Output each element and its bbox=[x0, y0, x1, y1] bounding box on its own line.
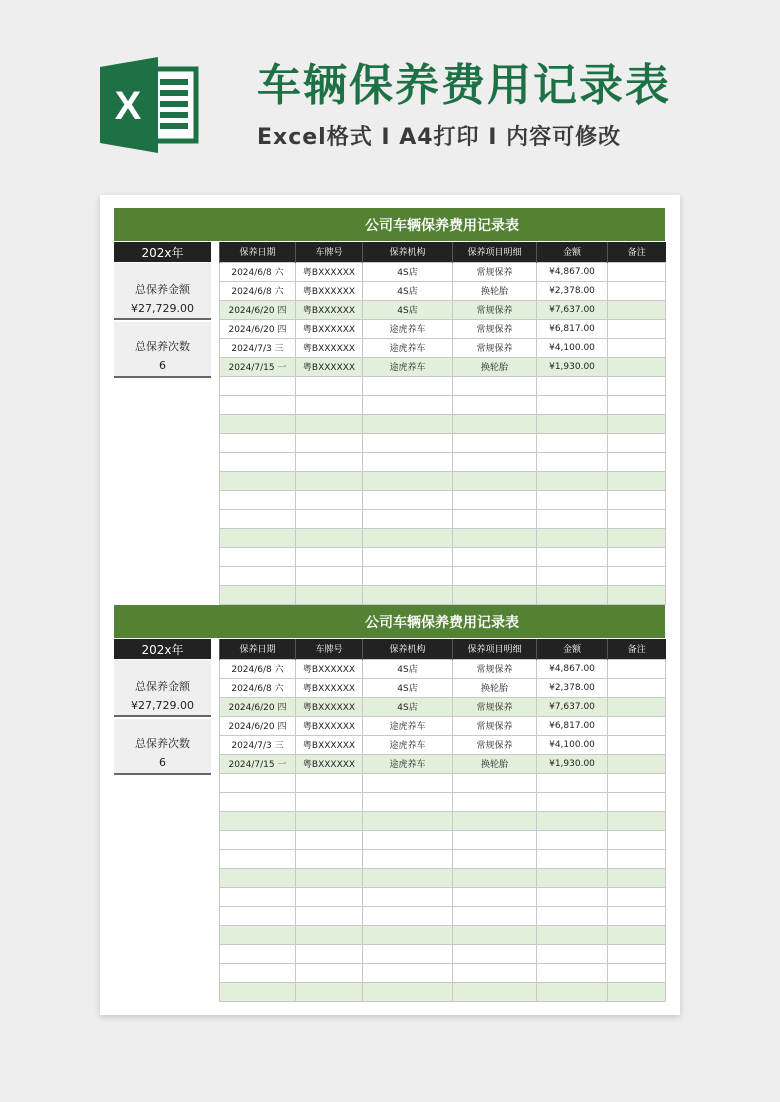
total-count-block bbox=[114, 322, 211, 378]
table-cell[interactable] bbox=[220, 509, 296, 528]
table-cell[interactable]: 2024/6/8 六 bbox=[220, 659, 296, 678]
table-cell[interactable]: ¥7,637.00 bbox=[537, 300, 608, 319]
table-cell[interactable] bbox=[608, 281, 666, 300]
table-cell[interactable] bbox=[453, 811, 537, 830]
table-cell[interactable] bbox=[537, 887, 608, 906]
table-cell[interactable] bbox=[537, 471, 608, 490]
table-cell[interactable] bbox=[363, 773, 453, 792]
table-row bbox=[220, 887, 666, 906]
table-cell[interactable]: 4S店 bbox=[363, 697, 453, 716]
table-cell[interactable] bbox=[608, 697, 666, 716]
table-cell[interactable] bbox=[220, 490, 296, 509]
table-cell[interactable] bbox=[363, 433, 453, 452]
table-cell[interactable] bbox=[608, 319, 666, 338]
table-row bbox=[220, 357, 666, 376]
table-cell[interactable] bbox=[537, 792, 608, 811]
table-cell[interactable]: 2024/7/15 一 bbox=[220, 357, 296, 376]
table-cell[interactable]: 4S店 bbox=[363, 262, 453, 281]
total-amount-value: ¥27,729.00 bbox=[131, 301, 194, 315]
table-cell[interactable] bbox=[608, 868, 666, 887]
table-cell[interactable] bbox=[537, 944, 608, 963]
table-row bbox=[220, 811, 666, 830]
table-cell[interactable]: ¥2,378.00 bbox=[537, 678, 608, 697]
table-cell[interactable] bbox=[537, 830, 608, 849]
table-cell[interactable] bbox=[220, 773, 296, 792]
column-header[interactable]: 保养机构 bbox=[363, 242, 453, 262]
table-cell[interactable] bbox=[296, 849, 363, 868]
total-amount-value: ¥27,729.00 bbox=[131, 698, 194, 712]
table-row bbox=[220, 906, 666, 925]
table-cell[interactable] bbox=[296, 830, 363, 849]
table-row bbox=[220, 452, 666, 471]
table-cell[interactable]: 常规保养 bbox=[453, 319, 537, 338]
table-cell[interactable] bbox=[296, 585, 363, 604]
table-cell[interactable] bbox=[537, 528, 608, 547]
table-cell[interactable] bbox=[296, 887, 363, 906]
table-cell[interactable] bbox=[608, 547, 666, 566]
table-cell[interactable] bbox=[363, 414, 453, 433]
table-cell[interactable] bbox=[608, 906, 666, 925]
table-row bbox=[220, 566, 666, 585]
table-cell[interactable] bbox=[453, 887, 537, 906]
table-cell[interactable] bbox=[220, 376, 296, 395]
table-cell[interactable]: 换轮胎 bbox=[453, 281, 537, 300]
table-cell[interactable]: ¥1,930.00 bbox=[537, 357, 608, 376]
table-cell[interactable] bbox=[608, 716, 666, 735]
table-cell[interactable] bbox=[608, 300, 666, 319]
table-cell[interactable] bbox=[608, 414, 666, 433]
table-row bbox=[220, 792, 666, 811]
table-cell[interactable] bbox=[363, 509, 453, 528]
table-header-row bbox=[220, 242, 666, 262]
table-cell[interactable] bbox=[296, 982, 363, 1001]
table-cell[interactable] bbox=[608, 811, 666, 830]
table-cell[interactable] bbox=[608, 528, 666, 547]
table-row bbox=[220, 830, 666, 849]
total-count-value: 6 bbox=[159, 756, 166, 769]
table-cell[interactable] bbox=[296, 925, 363, 944]
table-cell[interactable] bbox=[453, 963, 537, 982]
table-cell[interactable] bbox=[608, 452, 666, 471]
maintenance-table bbox=[219, 242, 666, 605]
table-cell[interactable] bbox=[453, 944, 537, 963]
table-cell[interactable] bbox=[220, 528, 296, 547]
table-cell[interactable] bbox=[453, 433, 537, 452]
table-cell[interactable]: 2024/6/8 六 bbox=[220, 281, 296, 300]
table-cell[interactable] bbox=[363, 792, 453, 811]
table-cell[interactable] bbox=[363, 471, 453, 490]
table-cell[interactable] bbox=[608, 678, 666, 697]
table-cell[interactable]: 粤BXXXXXX bbox=[296, 754, 363, 773]
table-cell[interactable] bbox=[296, 395, 363, 414]
table-cell[interactable] bbox=[220, 982, 296, 1001]
table-cell[interactable]: 常规保养 bbox=[453, 338, 537, 357]
table-cell[interactable]: 2024/6/20 四 bbox=[220, 697, 296, 716]
table-cell[interactable] bbox=[453, 906, 537, 925]
table-cell[interactable] bbox=[453, 376, 537, 395]
table-cell[interactable] bbox=[453, 528, 537, 547]
table-cell[interactable]: ¥1,930.00 bbox=[537, 754, 608, 773]
table-header-row bbox=[220, 639, 666, 659]
table-cell[interactable] bbox=[453, 868, 537, 887]
table-row bbox=[220, 376, 666, 395]
total-amount-label: 总保养金额 bbox=[135, 679, 190, 693]
table-cell[interactable] bbox=[363, 982, 453, 1001]
table-cell[interactable]: 粤BXXXXXX bbox=[296, 338, 363, 357]
table-cell[interactable]: 4S店 bbox=[363, 659, 453, 678]
table-row bbox=[220, 262, 666, 281]
table-cell[interactable] bbox=[220, 849, 296, 868]
table-cell[interactable] bbox=[537, 811, 608, 830]
table-cell[interactable] bbox=[537, 773, 608, 792]
table-cell[interactable] bbox=[220, 830, 296, 849]
table-cell[interactable] bbox=[608, 566, 666, 585]
column-header[interactable]: 保养项目明细 bbox=[453, 242, 537, 262]
table-cell[interactable]: 2024/7/3 三 bbox=[220, 338, 296, 357]
table-row bbox=[220, 509, 666, 528]
table-cell[interactable] bbox=[537, 925, 608, 944]
table-cell[interactable] bbox=[453, 792, 537, 811]
table-cell[interactable] bbox=[220, 925, 296, 944]
column-header[interactable]: 金额 bbox=[537, 242, 608, 262]
table-cell[interactable] bbox=[220, 944, 296, 963]
table-cell[interactable] bbox=[453, 982, 537, 1001]
table-cell[interactable] bbox=[220, 452, 296, 471]
table-cell[interactable] bbox=[537, 963, 608, 982]
table-cell[interactable] bbox=[537, 490, 608, 509]
table-cell[interactable] bbox=[296, 490, 363, 509]
table-cell[interactable] bbox=[220, 887, 296, 906]
column-header[interactable]: 备注 bbox=[608, 242, 666, 262]
table-cell[interactable]: 途虎养车 bbox=[363, 338, 453, 357]
total-amount-block bbox=[114, 660, 211, 717]
page-subtitle: Excel格式 I A4打印 I 内容可修改 bbox=[257, 125, 622, 150]
table-cell[interactable]: 常规保养 bbox=[453, 697, 537, 716]
table-cell[interactable]: 换轮胎 bbox=[453, 754, 537, 773]
table-cell[interactable]: 4S店 bbox=[363, 678, 453, 697]
table-cell[interactable]: 途虎养车 bbox=[363, 716, 453, 735]
maintenance-table bbox=[219, 639, 666, 1002]
table-cell[interactable]: ¥6,817.00 bbox=[537, 716, 608, 735]
table-cell[interactable] bbox=[220, 433, 296, 452]
table-cell[interactable] bbox=[537, 547, 608, 566]
table-cell[interactable] bbox=[608, 376, 666, 395]
table-cell[interactable]: 途虎养车 bbox=[363, 735, 453, 754]
table-cell[interactable] bbox=[220, 585, 296, 604]
table-cell[interactable] bbox=[453, 547, 537, 566]
table-cell[interactable] bbox=[363, 547, 453, 566]
table-cell[interactable]: 2024/6/8 六 bbox=[220, 678, 296, 697]
sheet-title: 公司车辆保养费用记录表 bbox=[114, 208, 665, 241]
table-cell[interactable] bbox=[220, 792, 296, 811]
table-cell[interactable] bbox=[537, 395, 608, 414]
table-cell[interactable]: 2024/6/8 六 bbox=[220, 262, 296, 281]
table-cell[interactable] bbox=[296, 963, 363, 982]
table-cell[interactable] bbox=[537, 566, 608, 585]
table-row bbox=[220, 338, 666, 357]
table-cell[interactable] bbox=[296, 566, 363, 585]
table-cell[interactable]: 粤BXXXXXX bbox=[296, 735, 363, 754]
table-cell[interactable] bbox=[537, 982, 608, 1001]
table-cell[interactable] bbox=[453, 773, 537, 792]
total-count-label: 总保养次数 bbox=[135, 340, 190, 353]
table-cell[interactable] bbox=[363, 585, 453, 604]
table-cell[interactable] bbox=[453, 849, 537, 868]
table-row bbox=[220, 547, 666, 566]
table-cell[interactable] bbox=[537, 868, 608, 887]
table-cell[interactable] bbox=[608, 471, 666, 490]
table-cell[interactable] bbox=[296, 792, 363, 811]
table-cell[interactable]: 换轮胎 bbox=[453, 678, 537, 697]
table-cell[interactable] bbox=[608, 490, 666, 509]
table-cell[interactable] bbox=[453, 490, 537, 509]
table-cell[interactable]: 粤BXXXXXX bbox=[296, 697, 363, 716]
total-count-label: 总保养次数 bbox=[135, 737, 190, 750]
table-row bbox=[220, 849, 666, 868]
table-cell[interactable] bbox=[453, 395, 537, 414]
table-cell[interactable]: 换轮胎 bbox=[453, 357, 537, 376]
table-cell[interactable]: 粤BXXXXXX bbox=[296, 319, 363, 338]
column-header[interactable]: 备注 bbox=[608, 639, 666, 659]
table-cell[interactable] bbox=[296, 906, 363, 925]
table-cell[interactable] bbox=[220, 868, 296, 887]
table-cell[interactable]: 粤BXXXXXX bbox=[296, 262, 363, 281]
column-header[interactable]: 车牌号 bbox=[296, 639, 363, 659]
table-row bbox=[220, 281, 666, 300]
table-cell[interactable] bbox=[363, 963, 453, 982]
table-cell[interactable] bbox=[453, 509, 537, 528]
table-cell[interactable]: 粤BXXXXXX bbox=[296, 716, 363, 735]
table-cell[interactable] bbox=[220, 547, 296, 566]
table-cell[interactable] bbox=[608, 887, 666, 906]
table-cell[interactable] bbox=[363, 906, 453, 925]
table-row bbox=[220, 490, 666, 509]
column-header[interactable]: 车牌号 bbox=[296, 242, 363, 262]
table-cell[interactable] bbox=[296, 773, 363, 792]
table-cell[interactable] bbox=[537, 509, 608, 528]
table-cell[interactable] bbox=[220, 395, 296, 414]
table-cell[interactable] bbox=[296, 944, 363, 963]
table-cell[interactable] bbox=[363, 925, 453, 944]
table-cell[interactable]: ¥4,867.00 bbox=[537, 659, 608, 678]
year-cell[interactable]: 202x年 bbox=[114, 639, 211, 659]
table-cell[interactable] bbox=[220, 414, 296, 433]
hero-banner bbox=[0, 0, 780, 190]
column-header[interactable]: 保养日期 bbox=[220, 639, 296, 659]
table-cell[interactable] bbox=[220, 906, 296, 925]
table-row bbox=[220, 716, 666, 735]
document-page bbox=[100, 195, 680, 1015]
table-cell[interactable]: 4S店 bbox=[363, 281, 453, 300]
column-header[interactable]: 金额 bbox=[537, 639, 608, 659]
table-cell[interactable] bbox=[608, 925, 666, 944]
table-row bbox=[220, 659, 666, 678]
table-row bbox=[220, 319, 666, 338]
table-cell[interactable] bbox=[608, 357, 666, 376]
table-row bbox=[220, 471, 666, 490]
table-cell[interactable]: ¥7,637.00 bbox=[537, 697, 608, 716]
table-cell[interactable] bbox=[453, 566, 537, 585]
table-cell[interactable] bbox=[363, 490, 453, 509]
total-amount-label: 总保养金额 bbox=[135, 282, 190, 296]
table-cell[interactable] bbox=[608, 338, 666, 357]
table-cell[interactable]: 途虎养车 bbox=[363, 319, 453, 338]
table-cell[interactable] bbox=[537, 906, 608, 925]
table-cell[interactable] bbox=[363, 452, 453, 471]
table-row bbox=[220, 754, 666, 773]
table-cell[interactable] bbox=[453, 585, 537, 604]
table-cell[interactable] bbox=[608, 659, 666, 678]
table-row bbox=[220, 735, 666, 754]
table-cell[interactable]: ¥4,100.00 bbox=[537, 735, 608, 754]
total-count-block bbox=[114, 719, 211, 775]
table-cell[interactable]: 粤BXXXXXX bbox=[296, 357, 363, 376]
table-cell[interactable]: 2024/6/20 四 bbox=[220, 319, 296, 338]
table-row bbox=[220, 963, 666, 982]
table-cell[interactable] bbox=[608, 792, 666, 811]
table-cell[interactable]: ¥4,867.00 bbox=[537, 262, 608, 281]
table-cell[interactable] bbox=[537, 414, 608, 433]
table-row bbox=[220, 678, 666, 697]
table-row bbox=[220, 925, 666, 944]
excel-icon bbox=[100, 57, 200, 153]
table-cell[interactable] bbox=[608, 262, 666, 281]
table-cell[interactable] bbox=[537, 433, 608, 452]
table-cell[interactable]: 途虎养车 bbox=[363, 754, 453, 773]
table-cell[interactable] bbox=[453, 452, 537, 471]
table-cell[interactable] bbox=[608, 944, 666, 963]
table-row bbox=[220, 982, 666, 1001]
table-cell[interactable] bbox=[608, 830, 666, 849]
table-cell[interactable] bbox=[608, 963, 666, 982]
table-cell[interactable] bbox=[608, 735, 666, 754]
table-cell[interactable] bbox=[608, 509, 666, 528]
table-cell[interactable] bbox=[363, 395, 453, 414]
table-cell[interactable] bbox=[363, 887, 453, 906]
table-cell[interactable] bbox=[296, 452, 363, 471]
table-cell[interactable] bbox=[296, 433, 363, 452]
table-cell[interactable]: 粤BXXXXXX bbox=[296, 281, 363, 300]
table-cell[interactable] bbox=[537, 585, 608, 604]
table-cell[interactable]: 途虎养车 bbox=[363, 357, 453, 376]
table-cell[interactable] bbox=[220, 811, 296, 830]
page-title: 车辆保养费用记录表 bbox=[257, 60, 671, 111]
table-row bbox=[220, 414, 666, 433]
table-cell[interactable] bbox=[608, 395, 666, 414]
table-row bbox=[220, 433, 666, 452]
table-row bbox=[220, 585, 666, 604]
table-cell[interactable] bbox=[363, 376, 453, 395]
column-header[interactable]: 保养项目明细 bbox=[453, 639, 537, 659]
table-cell[interactable]: 粤BXXXXXX bbox=[296, 300, 363, 319]
table-cell[interactable]: 常规保养 bbox=[453, 262, 537, 281]
table-cell[interactable] bbox=[296, 414, 363, 433]
table-cell[interactable] bbox=[296, 868, 363, 887]
table-cell[interactable]: 常规保养 bbox=[453, 659, 537, 678]
column-header[interactable]: 保养日期 bbox=[220, 242, 296, 262]
table-cell[interactable] bbox=[608, 754, 666, 773]
table-cell[interactable] bbox=[363, 830, 453, 849]
table-cell[interactable]: 2024/7/15 一 bbox=[220, 754, 296, 773]
table-cell[interactable]: 常规保养 bbox=[453, 300, 537, 319]
table-cell[interactable] bbox=[220, 963, 296, 982]
table-cell[interactable] bbox=[608, 773, 666, 792]
table-row bbox=[220, 528, 666, 547]
svg-text:X: X bbox=[114, 84, 142, 128]
table-cell[interactable] bbox=[453, 414, 537, 433]
table-cell[interactable] bbox=[296, 528, 363, 547]
total-amount-block bbox=[114, 263, 211, 320]
table-cell[interactable]: 2024/6/20 四 bbox=[220, 300, 296, 319]
table-cell[interactable] bbox=[363, 566, 453, 585]
table-cell[interactable] bbox=[296, 376, 363, 395]
table-cell[interactable] bbox=[363, 528, 453, 547]
table-cell[interactable] bbox=[363, 944, 453, 963]
table-cell[interactable]: ¥6,817.00 bbox=[537, 319, 608, 338]
table-cell[interactable] bbox=[363, 849, 453, 868]
table-row bbox=[220, 944, 666, 963]
table-cell[interactable] bbox=[453, 471, 537, 490]
table-cell[interactable]: 2024/7/3 三 bbox=[220, 735, 296, 754]
table-cell[interactable] bbox=[296, 509, 363, 528]
table-cell[interactable]: 粤BXXXXXX bbox=[296, 659, 363, 678]
table-cell[interactable] bbox=[220, 566, 296, 585]
table-cell[interactable] bbox=[537, 849, 608, 868]
table-cell[interactable] bbox=[453, 830, 537, 849]
total-count-value: 6 bbox=[159, 359, 166, 372]
table-cell[interactable]: 粤BXXXXXX bbox=[296, 678, 363, 697]
table-cell[interactable] bbox=[537, 376, 608, 395]
table-cell[interactable]: 常规保养 bbox=[453, 735, 537, 754]
table-cell[interactable]: 4S店 bbox=[363, 300, 453, 319]
table-cell[interactable] bbox=[363, 811, 453, 830]
year-cell[interactable]: 202x年 bbox=[114, 242, 211, 262]
table-row bbox=[220, 868, 666, 887]
table-cell[interactable] bbox=[220, 471, 296, 490]
table-cell[interactable]: 2024/6/20 四 bbox=[220, 716, 296, 735]
column-header[interactable]: 保养机构 bbox=[363, 639, 453, 659]
table-cell[interactable] bbox=[608, 982, 666, 1001]
table-row bbox=[220, 395, 666, 414]
table-cell[interactable]: ¥4,100.00 bbox=[537, 338, 608, 357]
table-cell[interactable] bbox=[608, 849, 666, 868]
table-cell[interactable] bbox=[296, 547, 363, 566]
table-cell[interactable] bbox=[453, 925, 537, 944]
table-row bbox=[220, 773, 666, 792]
table-cell[interactable] bbox=[296, 471, 363, 490]
sheet-title: 公司车辆保养费用记录表 bbox=[114, 605, 665, 638]
table-row bbox=[220, 300, 666, 319]
table-cell[interactable] bbox=[608, 433, 666, 452]
table-cell[interactable] bbox=[608, 585, 666, 604]
table-cell[interactable] bbox=[296, 811, 363, 830]
table-cell[interactable] bbox=[363, 868, 453, 887]
table-cell[interactable]: ¥2,378.00 bbox=[537, 281, 608, 300]
table-row bbox=[220, 697, 666, 716]
table-cell[interactable]: 常规保养 bbox=[453, 716, 537, 735]
table-cell[interactable] bbox=[537, 452, 608, 471]
